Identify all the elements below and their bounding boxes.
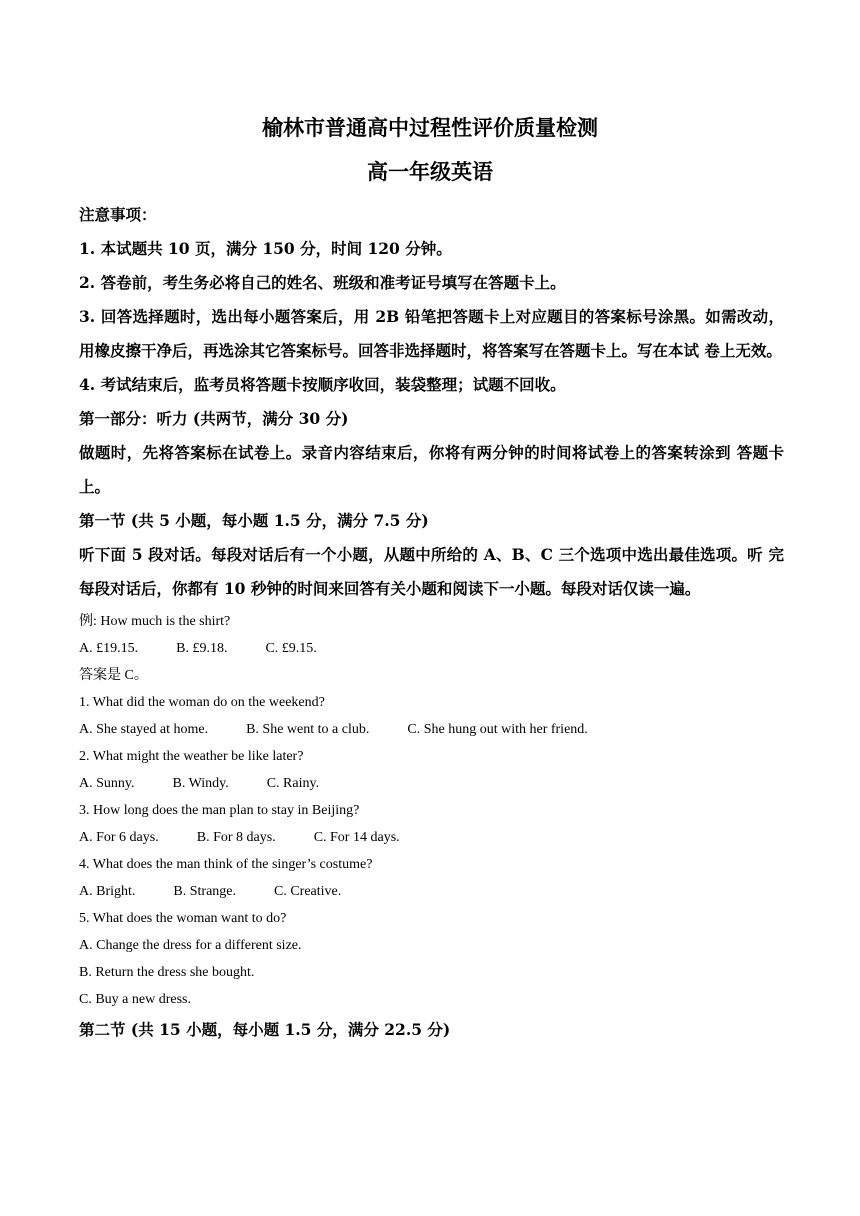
note-item-4: 4. 考试结束后，监考员将答题卡按顺序收回，装袋整理；试题不回收。 xyxy=(79,375,566,394)
example-option-a: A. £19.15. xyxy=(79,641,139,656)
section1-instruction: 听下面 5 段对话。每段对话后有一个小题，从题中所给的 A、B、C 三个选项中选出最佳选项。听 完每段对话后，你都有 10 秒钟的时间来回答有关小题和阅读下一小题。每段对话仅读一遍。 xyxy=(79,545,784,598)
q2-option-c: C. Rainy. xyxy=(266,776,320,791)
section1-heading: 第一节 (共 5 小题，每小题 1.5 分，满分 7.5 分) xyxy=(79,511,429,530)
example-option-c: C. £9.15. xyxy=(265,641,317,656)
q1-option-c: C. She hung out with her friend. xyxy=(407,722,588,737)
section2-heading: 第二节 (共 15 小题，每小题 1.5 分，满分 22.5 分) xyxy=(79,1020,451,1039)
exam-title: 榆林市普通高中过程性评价质量检测 xyxy=(262,115,598,140)
q5-option-c: C. Buy a new dress. xyxy=(79,992,191,1007)
exam-subtitle: 高一年级英语 xyxy=(367,159,493,184)
example-question: 例: How much is the shirt? xyxy=(79,614,231,629)
notes-heading: 注意事项： xyxy=(79,205,157,224)
q4-option-a: A. Bright. xyxy=(79,884,136,899)
q2-option-a: A. Sunny. xyxy=(79,776,135,791)
q3-option-a: A. For 6 days. xyxy=(79,830,159,845)
example-answer: 答案是 C。 xyxy=(79,668,148,683)
question-3: 3. How long does the man plan to stay in Beijing? xyxy=(79,803,360,818)
q4-option-c: C. Creative. xyxy=(274,884,342,899)
part1-heading: 第一部分：听力 (共两节，满分 30 分) xyxy=(79,409,349,428)
exam-body xyxy=(79,198,784,1047)
question-3-options xyxy=(79,824,784,851)
q5-option-a: A. Change the dress for a different size. xyxy=(79,938,302,953)
q2-option-b: B. Windy. xyxy=(172,776,229,791)
part1-instruction: 做题时，先将答案标在试卷上。录音内容结束后，你将有两分钟的时间将试卷上的答案转涂到 答题卡上。 xyxy=(79,443,784,496)
question-2-options xyxy=(79,770,784,797)
question-5: 5. What does the woman want to do? xyxy=(79,911,287,926)
q1-option-b: B. She went to a club. xyxy=(246,722,370,737)
q1-option-a: A. She stayed at home. xyxy=(79,722,209,737)
question-4: 4. What does the man think of the singer’s costume? xyxy=(79,857,373,872)
q3-option-b: B. For 8 days. xyxy=(196,830,276,845)
question-2: 2. What might the weather be like later? xyxy=(79,749,304,764)
example-option-b: B. £9.18. xyxy=(176,641,228,656)
q4-option-b: B. Strange. xyxy=(173,884,236,899)
q3-option-c: C. For 14 days. xyxy=(313,830,400,845)
note-item-3: 3. 回答选择题时，选出每小题答案后，用 2B 铅笔把答题卡上对应题目的答案标号涂黑。如需改动，用橡皮擦干净后，再选涂其它答案标号。回答非选择题时，将答案写在答题卡上。写在本试 卷上无效。 xyxy=(79,307,784,360)
note-item-2: 2. 答卷前，考生务必将自己的姓名、班级和准考证号填写在答题卡上。 xyxy=(79,273,566,292)
q5-option-b: B. Return the dress she bought. xyxy=(79,965,255,980)
question-4-options xyxy=(79,878,784,905)
note-item-1: 1. 本试题共 10 页，满分 150 分，时间 120 分钟。 xyxy=(79,239,452,258)
example-options xyxy=(79,635,784,662)
question-1-options xyxy=(79,716,784,743)
question-1: 1. What did the woman do on the weekend? xyxy=(79,695,325,710)
